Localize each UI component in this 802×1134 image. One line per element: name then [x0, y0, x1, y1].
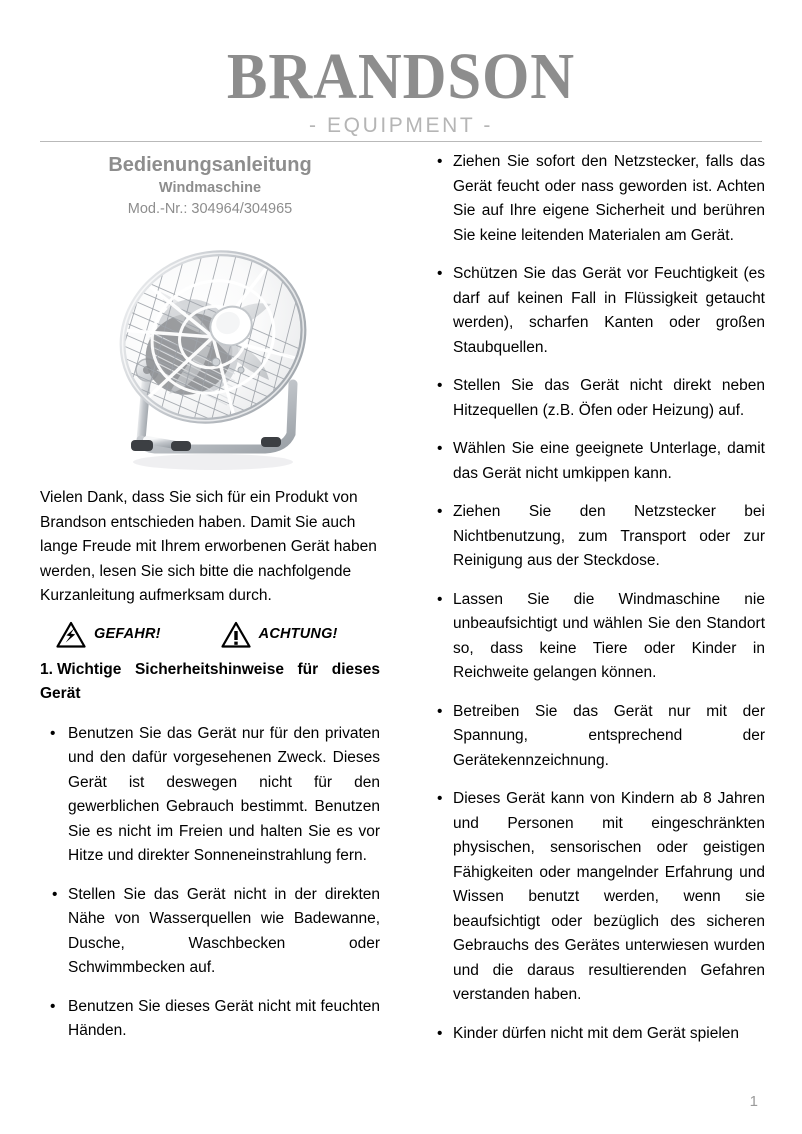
list-item: • Wählen Sie eine geeignete Unterlage, damit das Gerät nicht umkippen kann. [425, 437, 765, 486]
list-item: • Dieses Gerät kann von Kindern ab 8 Jahren und Personen mit eingeschränkten physischen, sensorischen oder geistigen Fähigkeiten oder mangelnder Erfahrung und Wissen benutzt werden, wenn sie beaufsichtigt oder bezüglich des sicheren Gebrauchs des Gerätes unterwiesen wurden und die daraus resultierenden Gefahren verstanden haben. [425, 787, 765, 1008]
list-item: • Kinder dürfen nicht mit dem Gerät spielen [425, 1022, 765, 1047]
intro-paragraph: Vielen Dank, dass Sie sich für ein Produkt von Brandson entschieden haben. Damit Sie auch lange Freude mit Ihrem erworbenen Gerät haben werden, lesen Sie sich bitte die nachfolgende Kurzanleitung aufmerksam durch. [40, 489, 377, 604]
model-number: Mod.-Nr.: 304964/304965 [127, 201, 293, 217]
section-heading [40, 658, 380, 706]
section-number: 1. [40, 660, 53, 678]
list-item: • Benutzen Sie dieses Gerät nicht mit feuchten Händen. [40, 995, 380, 1044]
attention-warning [221, 621, 338, 648]
list-item: • Schützen Sie das Gerät vor Feuchtigkeit (es darf auf keinen Fall in Flüssigkeit getaucht werden), scharfen Kanten oder großen Staubquellen. [425, 262, 765, 360]
list-item: • Stellen Sie das Gerät nicht direkt neben Hitzequellen (z.B. Öfen oder Heizung) auf. [425, 374, 765, 423]
header-divider [40, 141, 762, 142]
page-title: Bedienungsanleitung [108, 154, 312, 176]
safety-bullet-list-left [40, 722, 380, 1044]
section-heading-text: Wichtige Sicherheitshinweise für dieses Gerät [40, 660, 380, 702]
safety-bullet-list-right [425, 150, 765, 1046]
list-item: • Betreiben Sie das Gerät nur mit der Spannung, entsprechend der Gerätekennzeichnung. [425, 700, 765, 774]
list-item: • Benutzen Sie das Gerät nur für den privaten und den dafür vorgesehenen Zweck. Dieses Gerät ist deswegen nicht für den gewerblichen Gebrauch bestimmt. Benutzen Sie es nicht im Freien und halten Sie es vor Hitze und direkter Sonneneinstrahlung fern. [40, 722, 380, 869]
danger-label: GEFAHR! [94, 626, 161, 642]
warning-row [40, 621, 380, 648]
list-item: • Ziehen Sie sofort den Netzstecker, falls das Gerät feucht oder nass geworden ist. Achten Sie auf Ihre eigene Sicherheit und berühren Sie keine leitenden Materialen am Gerät. [425, 150, 765, 248]
list-item: • Stellen Sie das Gerät nicht in der direkten Nähe von Wasserquellen wie Badewanne, Dusche, Waschbecken oder Schwimmbecken auf. [40, 883, 380, 981]
attention-label: ACHTUNG! [258, 626, 338, 642]
left-column [40, 150, 380, 1044]
document-title-block [40, 152, 380, 220]
brand-subtitle: - EQUIPMENT - [309, 114, 493, 137]
brand-header [0, 40, 802, 138]
list-item: • Ziehen Sie den Netzstecker bei Nichtbenutzung, zum Transport oder zur Reinigung aus der Steckdose. [425, 500, 765, 574]
page-number: 1 [749, 1093, 758, 1110]
danger-warning [56, 621, 161, 648]
product-image [40, 234, 380, 480]
brandson-logo-wordmark: BRANDSON [226, 40, 576, 113]
product-name: Windmaschine [158, 180, 262, 196]
right-column [425, 150, 765, 1046]
danger-lightning-triangle-icon [56, 621, 86, 648]
floor-fan-illustration [85, 234, 335, 480]
list-item: • Lassen Sie die Windmaschine nie unbeaufsichtigt und wählen Sie den Standort so, dass keine Tiere oder Kinder in Reichweite gelangen können. [425, 588, 765, 686]
warning-exclamation-triangle-icon [221, 621, 251, 648]
